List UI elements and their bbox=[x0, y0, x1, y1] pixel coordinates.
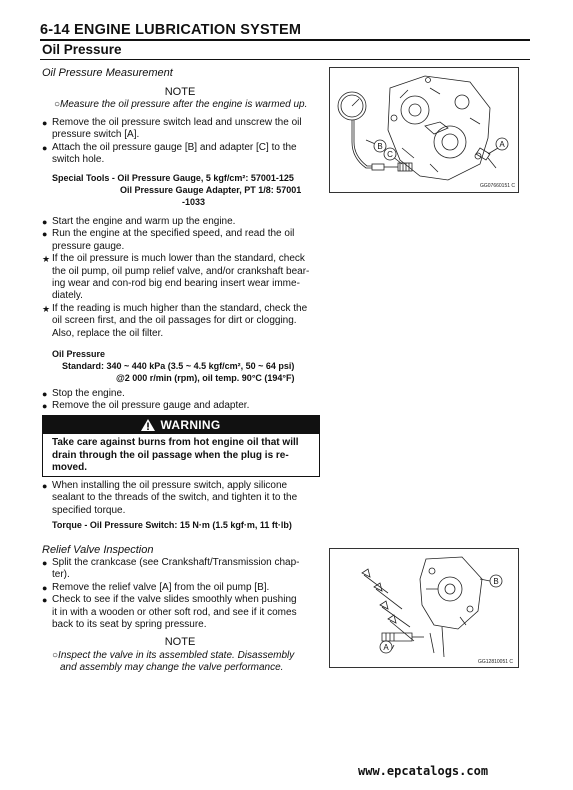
bullet-marker: ● bbox=[42, 217, 48, 227]
step-text bbox=[52, 253, 324, 303]
step-line: ing wear and con-rod big end bearing insert wear imme- bbox=[52, 278, 300, 290]
spec-label: Oil Pressure bbox=[52, 349, 106, 359]
bullet-marker: ● bbox=[42, 481, 48, 491]
instruction-step bbox=[42, 253, 324, 303]
bullet-marker: ★ bbox=[42, 303, 51, 314]
step-line: Remove the oil pressure gauge and adapter. bbox=[52, 400, 250, 412]
instruction-step bbox=[42, 216, 324, 228]
instruction-step bbox=[42, 117, 324, 142]
bullet-marker: ● bbox=[42, 229, 48, 240]
figure-label-b: B bbox=[377, 142, 383, 151]
figure-label-a: A bbox=[499, 140, 505, 149]
steps-group-1 bbox=[42, 117, 324, 167]
instruction-step bbox=[42, 303, 324, 340]
figure2-code: GG12810051 C bbox=[478, 659, 514, 665]
step-text bbox=[52, 142, 324, 167]
step-text bbox=[52, 400, 324, 412]
step-line: Stop the engine. bbox=[52, 388, 125, 399]
instruction-step bbox=[42, 400, 324, 412]
step-line: ter). bbox=[52, 569, 70, 581]
special-tools bbox=[52, 172, 322, 208]
step-line: sealant to the threads of the switch, and tighten it to the bbox=[52, 492, 298, 504]
warning-box bbox=[42, 415, 320, 477]
instruction-step bbox=[42, 582, 324, 594]
section-title: Oil Pressure bbox=[42, 42, 122, 57]
footer-url[interactable]: www.epcatalogs.com bbox=[358, 764, 489, 778]
step-text bbox=[52, 117, 324, 142]
subheading-measurement: Oil Pressure Measurement bbox=[42, 67, 173, 79]
instruction-step bbox=[42, 142, 324, 167]
header-divider bbox=[40, 39, 530, 41]
note-text: ○Measure the oil pressure after the engine is warmed up. bbox=[54, 99, 308, 110]
note-line: ○Inspect the valve in its assembled state. Disassembly bbox=[52, 650, 295, 661]
step-line: Attach the oil pressure gauge [B] and adapter [C] to the bbox=[52, 141, 297, 153]
spec-line: @2 000 r/min (rpm), oil temp. 90°C (194°F) bbox=[116, 373, 295, 383]
oil-pressure-spec bbox=[52, 348, 327, 384]
torque-spec: Torque - Oil Pressure Switch: 15 N·m (1.5 kgf·m, 11 ft·lb) bbox=[52, 520, 292, 530]
step-text bbox=[52, 480, 324, 517]
steps-group-3 bbox=[42, 388, 324, 413]
step-line: When installing the oil pressure switch, apply silicone bbox=[52, 480, 288, 491]
warning-line: drain through the oil passage when the plug is re- bbox=[52, 449, 289, 461]
step-line: Run the engine at the specified speed, and read the oil bbox=[52, 228, 295, 240]
warning-line: Take care against burns from hot engine oil that will bbox=[52, 437, 299, 448]
step-text bbox=[52, 594, 324, 631]
engine-gauge-illustration bbox=[330, 68, 518, 192]
step-text bbox=[52, 582, 324, 594]
step-line: Remove the oil pressure switch lead and unscrew the oil bbox=[52, 117, 302, 128]
step-text bbox=[52, 216, 324, 228]
special-tools-line: -1033 bbox=[182, 197, 206, 207]
step-line: If the oil pressure is much lower than the standard, check bbox=[52, 253, 305, 265]
figure-oil-pressure-gauge bbox=[329, 67, 519, 193]
step-text bbox=[52, 303, 324, 340]
step-line: Split the crankcase (see Crankshaft/Transmission chap- bbox=[52, 557, 300, 568]
steps-group-relief bbox=[42, 557, 324, 631]
step-line: the oil pump, oil pump relief valve, and/or crankshaft bear- bbox=[52, 265, 310, 277]
warning-title: WARNING bbox=[160, 418, 221, 432]
relief-note bbox=[52, 650, 327, 674]
step-line: Remove the relief valve [A] from the oil pump [B]. bbox=[52, 581, 270, 593]
bullet-marker: ● bbox=[42, 142, 48, 153]
note-label: NOTE bbox=[164, 86, 196, 98]
step-line: specified torque. bbox=[52, 504, 126, 516]
warning-header bbox=[43, 416, 319, 434]
step-line: back to its seat by spring pressure. bbox=[52, 619, 207, 631]
special-tools-line: Oil Pressure Gauge Adapter, PT 1/8: 57001 bbox=[120, 185, 302, 195]
step-line: If the reading is much higher than the standard, check the bbox=[52, 302, 308, 314]
instruction-step bbox=[42, 480, 324, 517]
step-line: switch hole. bbox=[52, 154, 105, 166]
bullet-marker: ★ bbox=[42, 254, 51, 265]
section-divider bbox=[40, 59, 530, 60]
steps-group-4 bbox=[42, 480, 324, 517]
instruction-step bbox=[42, 388, 324, 400]
instruction-step bbox=[42, 228, 324, 253]
step-text bbox=[52, 557, 324, 582]
note-label: NOTE bbox=[164, 636, 196, 648]
figure-relief-valve bbox=[329, 548, 519, 668]
bullet-marker: ● bbox=[42, 595, 48, 606]
figure2-label-a: A bbox=[383, 643, 389, 652]
figure-label-c: C bbox=[387, 150, 393, 159]
step-line: oil screen first, and the oil passages for dirt or clogging. bbox=[52, 315, 297, 327]
special-tools-line: Special Tools - Oil Pressure Gauge, 5 kgf/cm²: 57001-125 bbox=[52, 173, 294, 183]
bullet-marker: ● bbox=[42, 118, 48, 128]
warning-triangle-icon bbox=[141, 419, 155, 431]
instruction-step bbox=[42, 594, 324, 631]
step-line: it in with a wooden or other soft rod, and see if it comes bbox=[52, 606, 297, 618]
spec-line: Standard: 340 ~ 440 kPa (3.5 ~ 4.5 kgf/cm², 50 ~ 64 psi) bbox=[62, 361, 295, 371]
note-line: and assembly may change the valve performance. bbox=[60, 662, 284, 673]
warning-text bbox=[43, 434, 319, 478]
step-line: Also, replace the oil filter. bbox=[52, 327, 164, 339]
page-header-title: 6-14 ENGINE LUBRICATION SYSTEM bbox=[40, 22, 302, 38]
bullet-marker: ● bbox=[42, 401, 48, 412]
step-line: Check to see if the valve slides smoothly when pushing bbox=[52, 594, 297, 606]
step-text bbox=[52, 388, 324, 400]
oil-pump-illustration bbox=[330, 549, 518, 667]
steps-group-2 bbox=[42, 216, 324, 340]
step-line: pressure gauge. bbox=[52, 240, 125, 252]
step-text bbox=[52, 228, 324, 253]
bullet-marker: ● bbox=[42, 582, 48, 593]
figure-code: GG07660151 C bbox=[480, 183, 516, 189]
instruction-step bbox=[42, 557, 324, 582]
subheading-relief: Relief Valve Inspection bbox=[42, 544, 154, 556]
bullet-marker: ● bbox=[42, 389, 48, 399]
bullet-marker: ● bbox=[42, 558, 48, 568]
step-line: diately. bbox=[52, 290, 83, 302]
step-line: Start the engine and warm up the engine. bbox=[52, 216, 236, 227]
step-line: pressure switch [A]. bbox=[52, 129, 140, 141]
figure2-label-b: B bbox=[493, 577, 499, 586]
warning-line: moved. bbox=[52, 462, 88, 474]
